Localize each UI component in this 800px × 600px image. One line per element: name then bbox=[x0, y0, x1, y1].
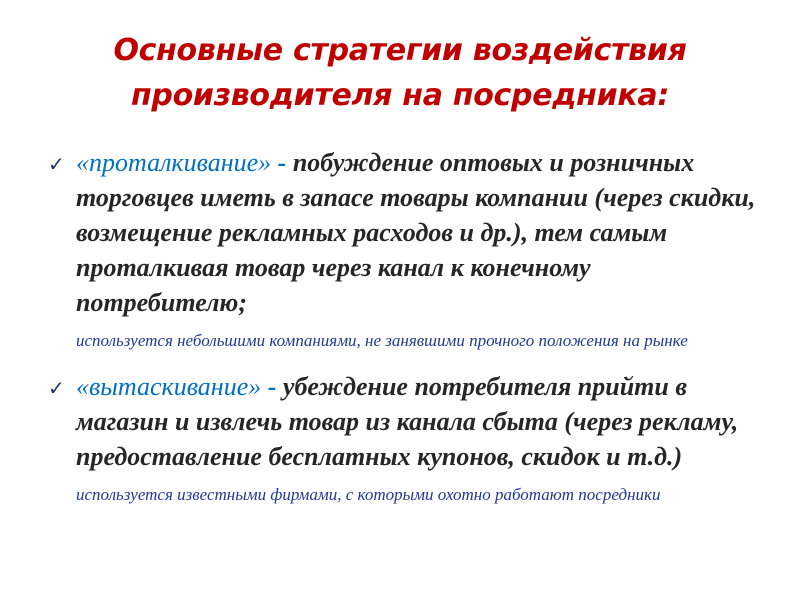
item-paragraph bbox=[76, 369, 760, 509]
term-dash: - bbox=[271, 148, 293, 177]
strategy-term: «вытаскивание» bbox=[76, 372, 262, 401]
strategy-note: используется небольшими компаниями, не занявшими прочного положения на рынке bbox=[76, 331, 688, 350]
slide-title bbox=[40, 28, 760, 118]
title-line-2: производителя на посредника: bbox=[130, 78, 670, 113]
list-item-pull-strategy bbox=[48, 369, 760, 509]
list-item-push-strategy bbox=[48, 145, 760, 355]
title-line-1: Основные стратегии воздействия bbox=[113, 33, 687, 68]
strategy-note: используется известными фирмами, с которыми охотно работают посредники bbox=[76, 485, 661, 504]
strategy-description: убеждение потребителя прийти в магазин и извлечь товар из канала сбыта (через рекламу, предоставление бесплатных купонов, скидок и т.д.) bbox=[76, 372, 739, 471]
strategy-description: побуждение оптовых и розничных торговцев иметь в запасе товары компании (через скидки, возмещение рекламных расходов и др.), тем самым проталкивая товар через канал к конечному потребителю; bbox=[76, 148, 756, 317]
term-dash: - bbox=[261, 372, 283, 401]
item-paragraph bbox=[76, 145, 760, 355]
strategy-term: «проталкивание» bbox=[76, 148, 272, 177]
strategy-list bbox=[48, 145, 760, 509]
checkmark-icon: ✓ bbox=[48, 152, 65, 176]
checkmark-icon: ✓ bbox=[48, 376, 65, 400]
